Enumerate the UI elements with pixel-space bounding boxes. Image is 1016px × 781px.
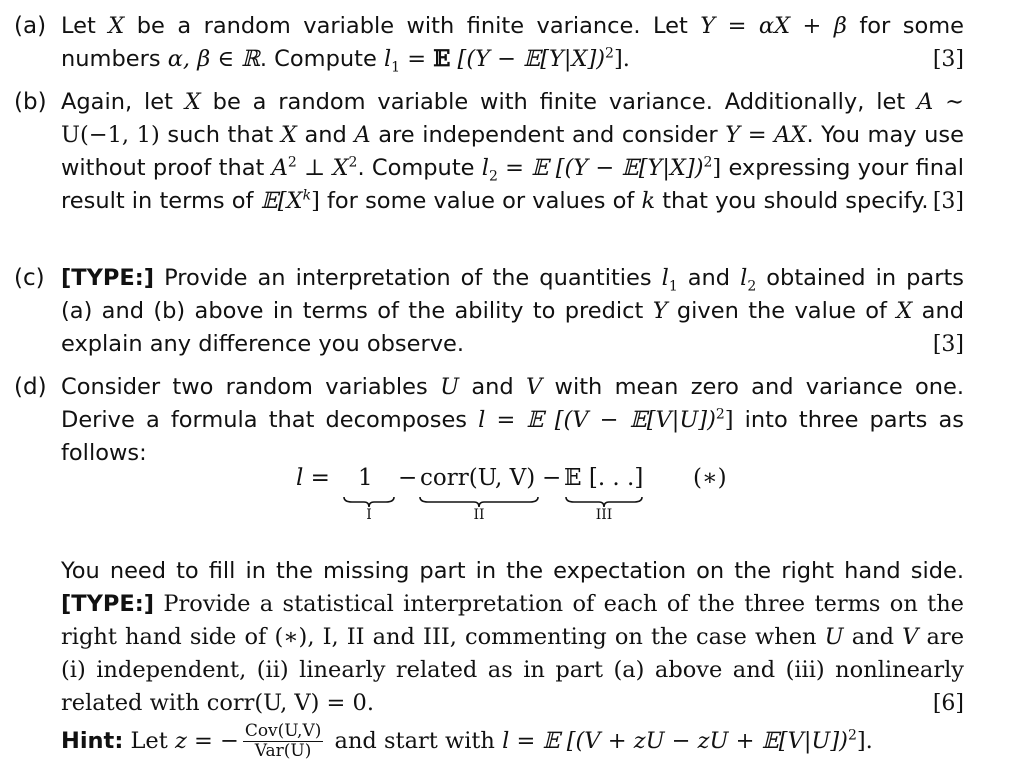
math-sup: k xyxy=(302,187,312,204)
hint xyxy=(14,722,964,761)
question-b xyxy=(14,86,964,218)
text: into three parts as follows: xyxy=(61,407,965,466)
text: and xyxy=(459,374,526,400)
math: = 𝔼 [(V − 𝔼[V|U]) xyxy=(485,407,716,433)
text: Provide a statistical interpretation of each of the three terms on the right hand side of (∗), I, II and III, commenting on the case when xyxy=(61,591,964,650)
question-c-marks: [3] xyxy=(932,332,964,357)
math: A xyxy=(271,155,288,181)
fraction-numerator: Cov(U,V) xyxy=(244,721,322,741)
text: . You may use without proof that xyxy=(61,122,964,181)
math-sub: 1 xyxy=(668,278,678,295)
hint-label: Hint: xyxy=(61,728,124,754)
math: ] xyxy=(311,188,320,214)
math-sub: 1 xyxy=(391,59,401,76)
math: l xyxy=(740,265,748,291)
math: l = 𝔼 [(V + zU − zU + 𝔼[V|U]) xyxy=(502,728,848,754)
type-tag: [TYPE:] xyxy=(61,265,155,291)
text: for some numbers xyxy=(61,13,964,72)
math: ] xyxy=(724,407,734,433)
math: 𝔼[X xyxy=(260,188,303,214)
math: ]. xyxy=(856,728,873,754)
text: are (i) independent, (ii) linearly related as in part (a) above and (iii) nonlinearly related with corr(U, V) = 0. xyxy=(61,624,965,716)
math: Y xyxy=(652,298,668,324)
math: X xyxy=(184,89,201,115)
text: Again, let xyxy=(61,89,185,115)
math-sup: 2 xyxy=(847,727,857,744)
text: and xyxy=(296,122,355,148)
text: that you should specify. xyxy=(655,188,929,214)
math: l xyxy=(478,407,486,433)
math: A ∼ xyxy=(917,89,964,115)
text: . Compute xyxy=(259,46,384,72)
question-a xyxy=(14,10,964,76)
math: ⊥ xyxy=(296,155,333,181)
question-c xyxy=(14,262,964,361)
math: X xyxy=(896,298,913,324)
text: are independent and consider xyxy=(370,122,726,148)
text: . Compute xyxy=(357,155,482,181)
equation-star: (∗) xyxy=(693,465,727,491)
math-l1: l xyxy=(383,46,392,72)
text: such that xyxy=(159,122,281,148)
math: X xyxy=(332,155,349,181)
question-c-label: (c) xyxy=(14,265,45,291)
math-eq: Y = αX + β xyxy=(700,13,847,39)
math: U xyxy=(440,374,460,400)
math-sup: 2 xyxy=(605,45,614,62)
text: Provide an interpretation of the quantities xyxy=(154,265,662,291)
fraction-denominator: Var(U) xyxy=(254,741,312,761)
text: and explain any difference you observe. xyxy=(61,298,964,357)
math-expectation: 𝔼 xyxy=(433,46,451,72)
text: with mean zero and variance one. Derive a formula that decomposes xyxy=(61,374,964,433)
brace-label-three: III xyxy=(595,507,613,523)
text: be a random variable with finite variance. Additionally, let xyxy=(200,89,918,115)
text: and xyxy=(843,624,903,650)
text: given the value of xyxy=(667,298,897,324)
term-one: 1 xyxy=(358,465,373,491)
question-b-marks: [3] xyxy=(932,189,964,214)
text: obtained in parts (a) and (b) above in terms of the ability to predict xyxy=(61,265,964,324)
brace-label-two: II xyxy=(473,507,485,523)
math-sup: 2 xyxy=(703,154,713,171)
math-sup: 2 xyxy=(287,154,297,171)
question-b-text xyxy=(61,86,964,218)
brace-label-one: I xyxy=(366,507,372,523)
math-x: X xyxy=(108,13,125,39)
math: V xyxy=(525,374,543,400)
math: k xyxy=(641,188,656,214)
term-corr: corr(U, V) xyxy=(420,465,536,491)
question-d-marks: [6] xyxy=(932,691,964,716)
math-expr: [(Y − 𝔼[Y|X]) xyxy=(450,46,606,72)
math: z = − xyxy=(174,728,239,754)
math-sup: 2 xyxy=(715,406,725,423)
math-eq: = xyxy=(400,46,434,72)
math: l xyxy=(481,155,489,181)
question-d-text xyxy=(61,371,964,470)
question-b-label: (b) xyxy=(14,89,47,115)
text: expressing your final result in terms of xyxy=(61,155,964,214)
question-a-marks: [3] xyxy=(932,47,964,72)
math: Y = AX xyxy=(725,122,807,148)
question-a-text xyxy=(61,10,964,76)
term-expectation: 𝔼 [. . .] xyxy=(564,465,644,491)
text: for some value or values of xyxy=(319,188,642,214)
math: l xyxy=(661,265,669,291)
math: X xyxy=(280,122,297,148)
question-d-label: (d) xyxy=(14,374,47,400)
math-sup: 2 xyxy=(348,154,358,171)
math: V xyxy=(902,624,919,650)
math: A xyxy=(354,122,371,148)
text: Let xyxy=(61,13,109,39)
math-sub: 2 xyxy=(747,278,757,295)
math: = 𝔼 [(Y − 𝔼[Y|X]) xyxy=(497,155,704,181)
hint-text xyxy=(61,722,964,761)
text: Consider two random variables xyxy=(61,374,441,400)
math: U(−1, 1) xyxy=(61,122,160,148)
math: U xyxy=(824,624,844,650)
text: and start with xyxy=(327,728,503,754)
math: ] xyxy=(712,155,722,181)
text: and xyxy=(677,265,741,291)
math-expr-end: ]. xyxy=(613,46,630,72)
text: be a random variable with finite variance. Let xyxy=(124,13,701,39)
minus-sign: − xyxy=(542,465,562,491)
math-sub: 2 xyxy=(488,168,498,185)
type-tag: [TYPE:] xyxy=(61,591,155,617)
question-d-text-continued xyxy=(61,555,964,720)
question-c-text xyxy=(61,262,964,361)
question-d-continued xyxy=(14,555,964,720)
text: You need to fill in the missing part in the expectation on the right hand side. xyxy=(61,558,964,584)
question-d xyxy=(14,371,964,470)
minus-sign: − xyxy=(398,465,418,491)
math-set: α, β ∈ ℝ xyxy=(167,46,260,72)
text: Let xyxy=(123,728,175,754)
equation-lhs: l = xyxy=(296,465,330,491)
question-a-label: (a) xyxy=(14,13,47,39)
fraction xyxy=(243,722,324,761)
